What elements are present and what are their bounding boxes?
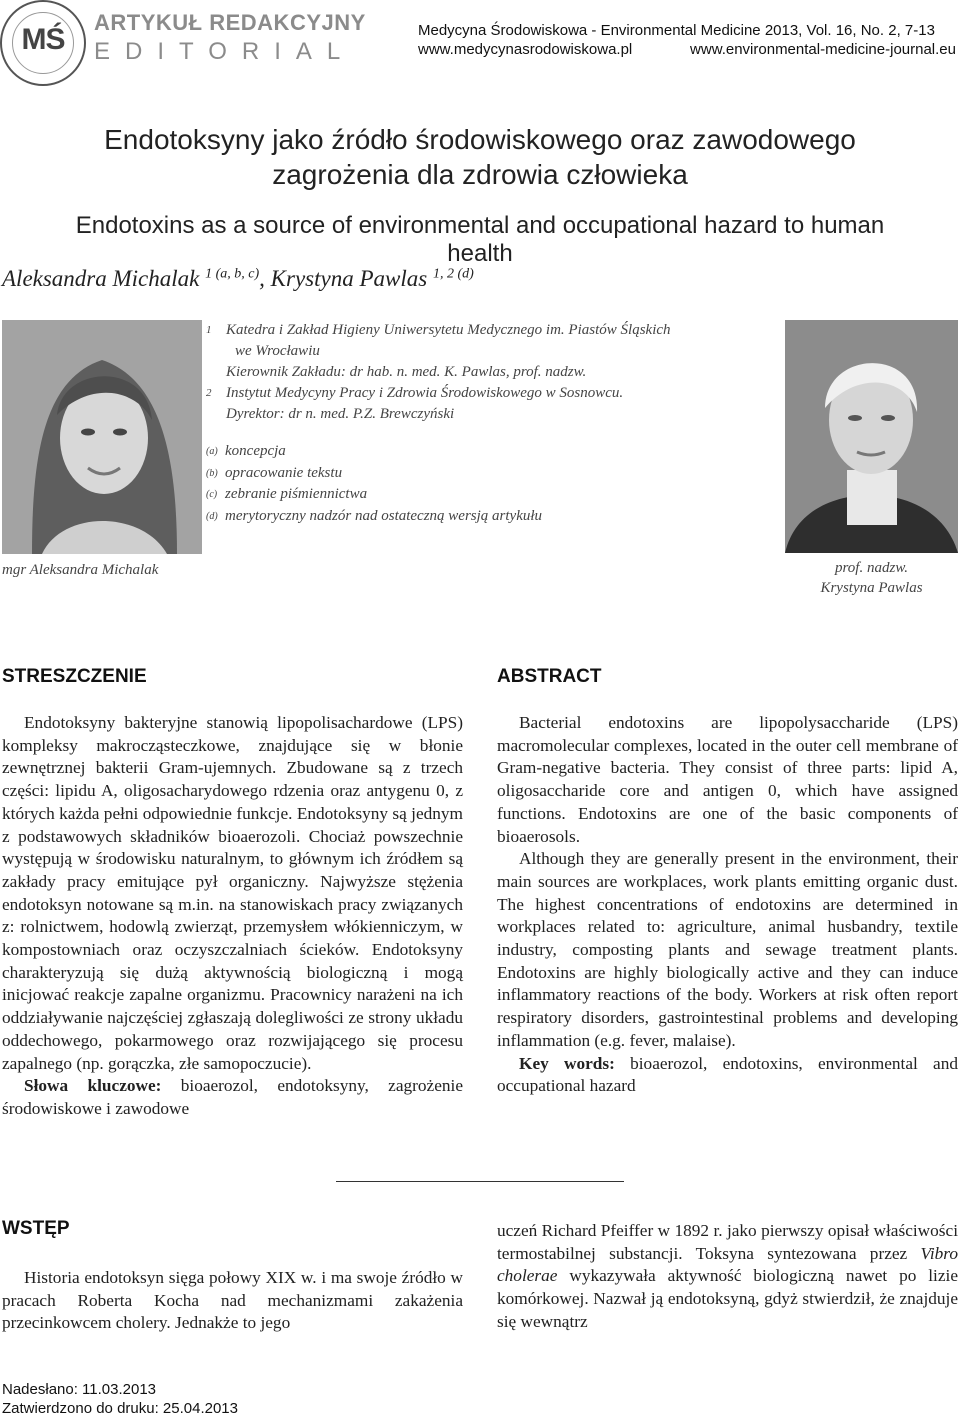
journal-url-en[interactable]: www.environmental-medicine-journal.eu	[690, 41, 956, 58]
abstract-keywords	[497, 1053, 958, 1098]
photo-caption-left: mgr Aleksandra Michalak	[2, 562, 159, 578]
streszczenie-body	[2, 712, 463, 1121]
section-divider	[336, 1181, 624, 1182]
affiliation-1	[206, 320, 776, 383]
author-line	[2, 266, 474, 292]
keywords-label: Key words:	[519, 1053, 615, 1073]
streszczenie-heading: STRESZCZENIE	[2, 666, 147, 687]
streszczenie-paragraph: Endotoksyny bakteryjne stanowią lipopolisachardowe (LPS) kompleksy makrocząsteczkowe, znajdujące się w błonie zewnętrznej bakterii Gram-ujemnych. Zbudowane są z trzech części: lipidu A, oligosacharydowego rdzenia oraz antygenu 0, z których każda pełni odpowiednie funkcje. Endotoksyny są jednym z podstawowych składników bioaerozoli. Chociaż powszechnie występują w środowisku naturalnym, to głównym ich źródłem są zakłady pracy emitujące pył organiczny. Najwyższe stężenia endotoksyn notowane są m.in. na stanowiskach pracy związanych z: rolnictwem, hodowlą zwierząt, przemysłem włókienniczym, w kompostowniach oraz oczyszczalniach ścieków. Endotoksyny charakteryzują się dużą aktywnością biologiczną i mogą inicjować reakcje zapalne organizmu. Pracownicy narażeni na ich oddziaływanie najczęściej zgłaszają dolegliwości ze strony układu oddechowego, pokarmowego oraz rozwijającego się procesu zapalnego (np. gorączka, złe samopoczucie).	[2, 713, 463, 1073]
streszczenie-keywords	[2, 1075, 463, 1120]
wstep-left-column	[2, 1267, 463, 1335]
affiliations	[206, 320, 776, 425]
article-type-badge: ARTYKUŁ REDAKCYJNY	[94, 10, 366, 35]
accepted-date: Zatwierdzono do druku: 25.04.2013	[2, 1400, 238, 1417]
contribution-letter: (d)	[206, 510, 218, 522]
contribution-item	[206, 506, 776, 528]
author-2-affiliation: 1, 2 (d)	[432, 266, 474, 282]
keywords-text: bioaerozol, endotoxins, environmental and occupational hazard	[497, 1053, 958, 1096]
contribution-letter: (a)	[206, 446, 218, 457]
affiliation-line: Kierownik Zakładu: dr hab. n. med. K. Pawlas, prof. nadzw.	[226, 364, 587, 380]
title-english: Endotoxins as a source of environmental and occupational hazard to human health	[75, 212, 885, 267]
contribution-letter: (b)	[206, 467, 218, 479]
abstract-heading: ABSTRACT	[497, 666, 602, 687]
species-name: Vibro cholerae	[497, 1243, 958, 1286]
wstep-text: uczeń Richard Pfeiffer w 1892 r. jako pierwszy opisał właściwości termostabilnej substancji. Toksyna syntezowana przez	[497, 1221, 958, 1263]
keywords-label: Słowa kluczowe:	[24, 1076, 162, 1096]
affiliation-line: Instytut Medycyny Pracy i Zdrowia Środowiskowego w Sosnowcu.	[226, 385, 624, 401]
author-contributions	[206, 441, 776, 527]
affiliation-line: Dyrektor: dr n. med. P.Z. Brewczyński	[226, 406, 455, 422]
contribution-item	[206, 484, 776, 506]
wstep-text: wykazywała aktywność biologiczną nawet po lizie komórkowej. Nazwał ją endotoksyną, gdyż stwierdził, że znajduje się wewnątrz	[497, 1266, 958, 1331]
keywords-text: bioaerozol, endotoksyny, zagrożenie środowiskowe i zawodowe	[2, 1076, 463, 1118]
wstep-paragraph-continued	[497, 1220, 958, 1334]
wstep-heading: WSTĘP	[2, 1218, 70, 1239]
author-2-name: Krystyna Pawlas	[270, 266, 428, 291]
affiliation-number: 2	[206, 387, 212, 399]
author-photo-pawlas	[785, 320, 958, 553]
affiliation-line: Katedra i Zakład Higieny Uniwersytetu Medycznego im. Piastów Śląskich	[226, 322, 671, 338]
journal-logo	[0, 0, 86, 86]
contribution-text: zebranie piśmiennictwa	[225, 486, 368, 502]
caption-title: prof. nadzw.	[835, 560, 908, 576]
title-polish: Endotoksyny jako źródło środowiskowego oraz zawodowego zagrożenia dla zdrowia człowieka	[104, 124, 856, 190]
contribution-item	[206, 441, 776, 463]
abstract-paragraph: Although they are generally present in the environment, their main sources are workplaces, work plants emitting organic dust. The highest concentrations of endotoxins are determined in workplaces related to: agriculture, animal husbandry, textile industry, composting plants and sewage treatment plants. Endotoxins are highly biologically active and they can induce inflammatory reactions of the body. Workers at risk often report respiratory disorders, gastrointestinal problems and developing inflammation (e.g. fever, malaise).	[497, 849, 958, 1050]
abstract-paragraph: Bacterial endotoxins are lipopolysaccharide (LPS) macromolecular complexes, located in the outer cell membrane of Gram-negative bacteria. They consist of three parts: lipid A, oligosaccharide core and antigen 0, which have assigned functions. Endotoxins are one of the basic components of bioaerosols.	[497, 713, 958, 846]
wstep-paragraph: Historia endotoksyn sięga połowy XIX w. i ma swoje źródło w pracach Roberta Kocha nad mechanizmami zakażenia przecinkowcem cholery. Jednakże to jego	[2, 1268, 463, 1333]
article-type-subtitle: EDITORIAL	[94, 38, 356, 65]
contribution-text: opracowanie tekstu	[225, 464, 343, 481]
author-1-name: Aleksandra Michalak	[2, 266, 200, 291]
affiliation-number: 1	[206, 324, 212, 336]
logo-monogram: MŚ	[21, 23, 65, 56]
portrait-woman-icon	[785, 320, 958, 553]
portrait-woman-icon	[2, 320, 202, 554]
abstract-body	[497, 712, 958, 1098]
contribution-letter: (c)	[206, 489, 218, 500]
contribution-item	[206, 463, 776, 485]
contribution-text: merytoryczny nadzór nad ostateczną wersją artykułu	[225, 507, 543, 524]
submission-dates	[2, 1380, 238, 1418]
received-date: Nadesłano: 11.03.2013	[2, 1381, 157, 1398]
contribution-text: koncepcja	[225, 443, 286, 459]
affiliation-line: we Wrocławiu	[235, 343, 320, 359]
author-separator: ,	[259, 266, 271, 291]
journal-url-pl[interactable]: www.medycynasrodowiskowa.pl	[418, 41, 633, 58]
photo-caption-right	[785, 558, 958, 598]
journal-citation: Medycyna Środowiskowa - Environmental Medicine 2013, Vol. 16, No. 2, 7-13	[418, 22, 935, 39]
author-photo-michalak	[2, 320, 202, 554]
caption-name: Krystyna Pawlas	[820, 580, 923, 596]
affiliation-2	[206, 383, 776, 425]
author-1-affiliation: 1 (a, b, c)	[205, 266, 260, 282]
wstep-right-column	[497, 1220, 958, 1334]
